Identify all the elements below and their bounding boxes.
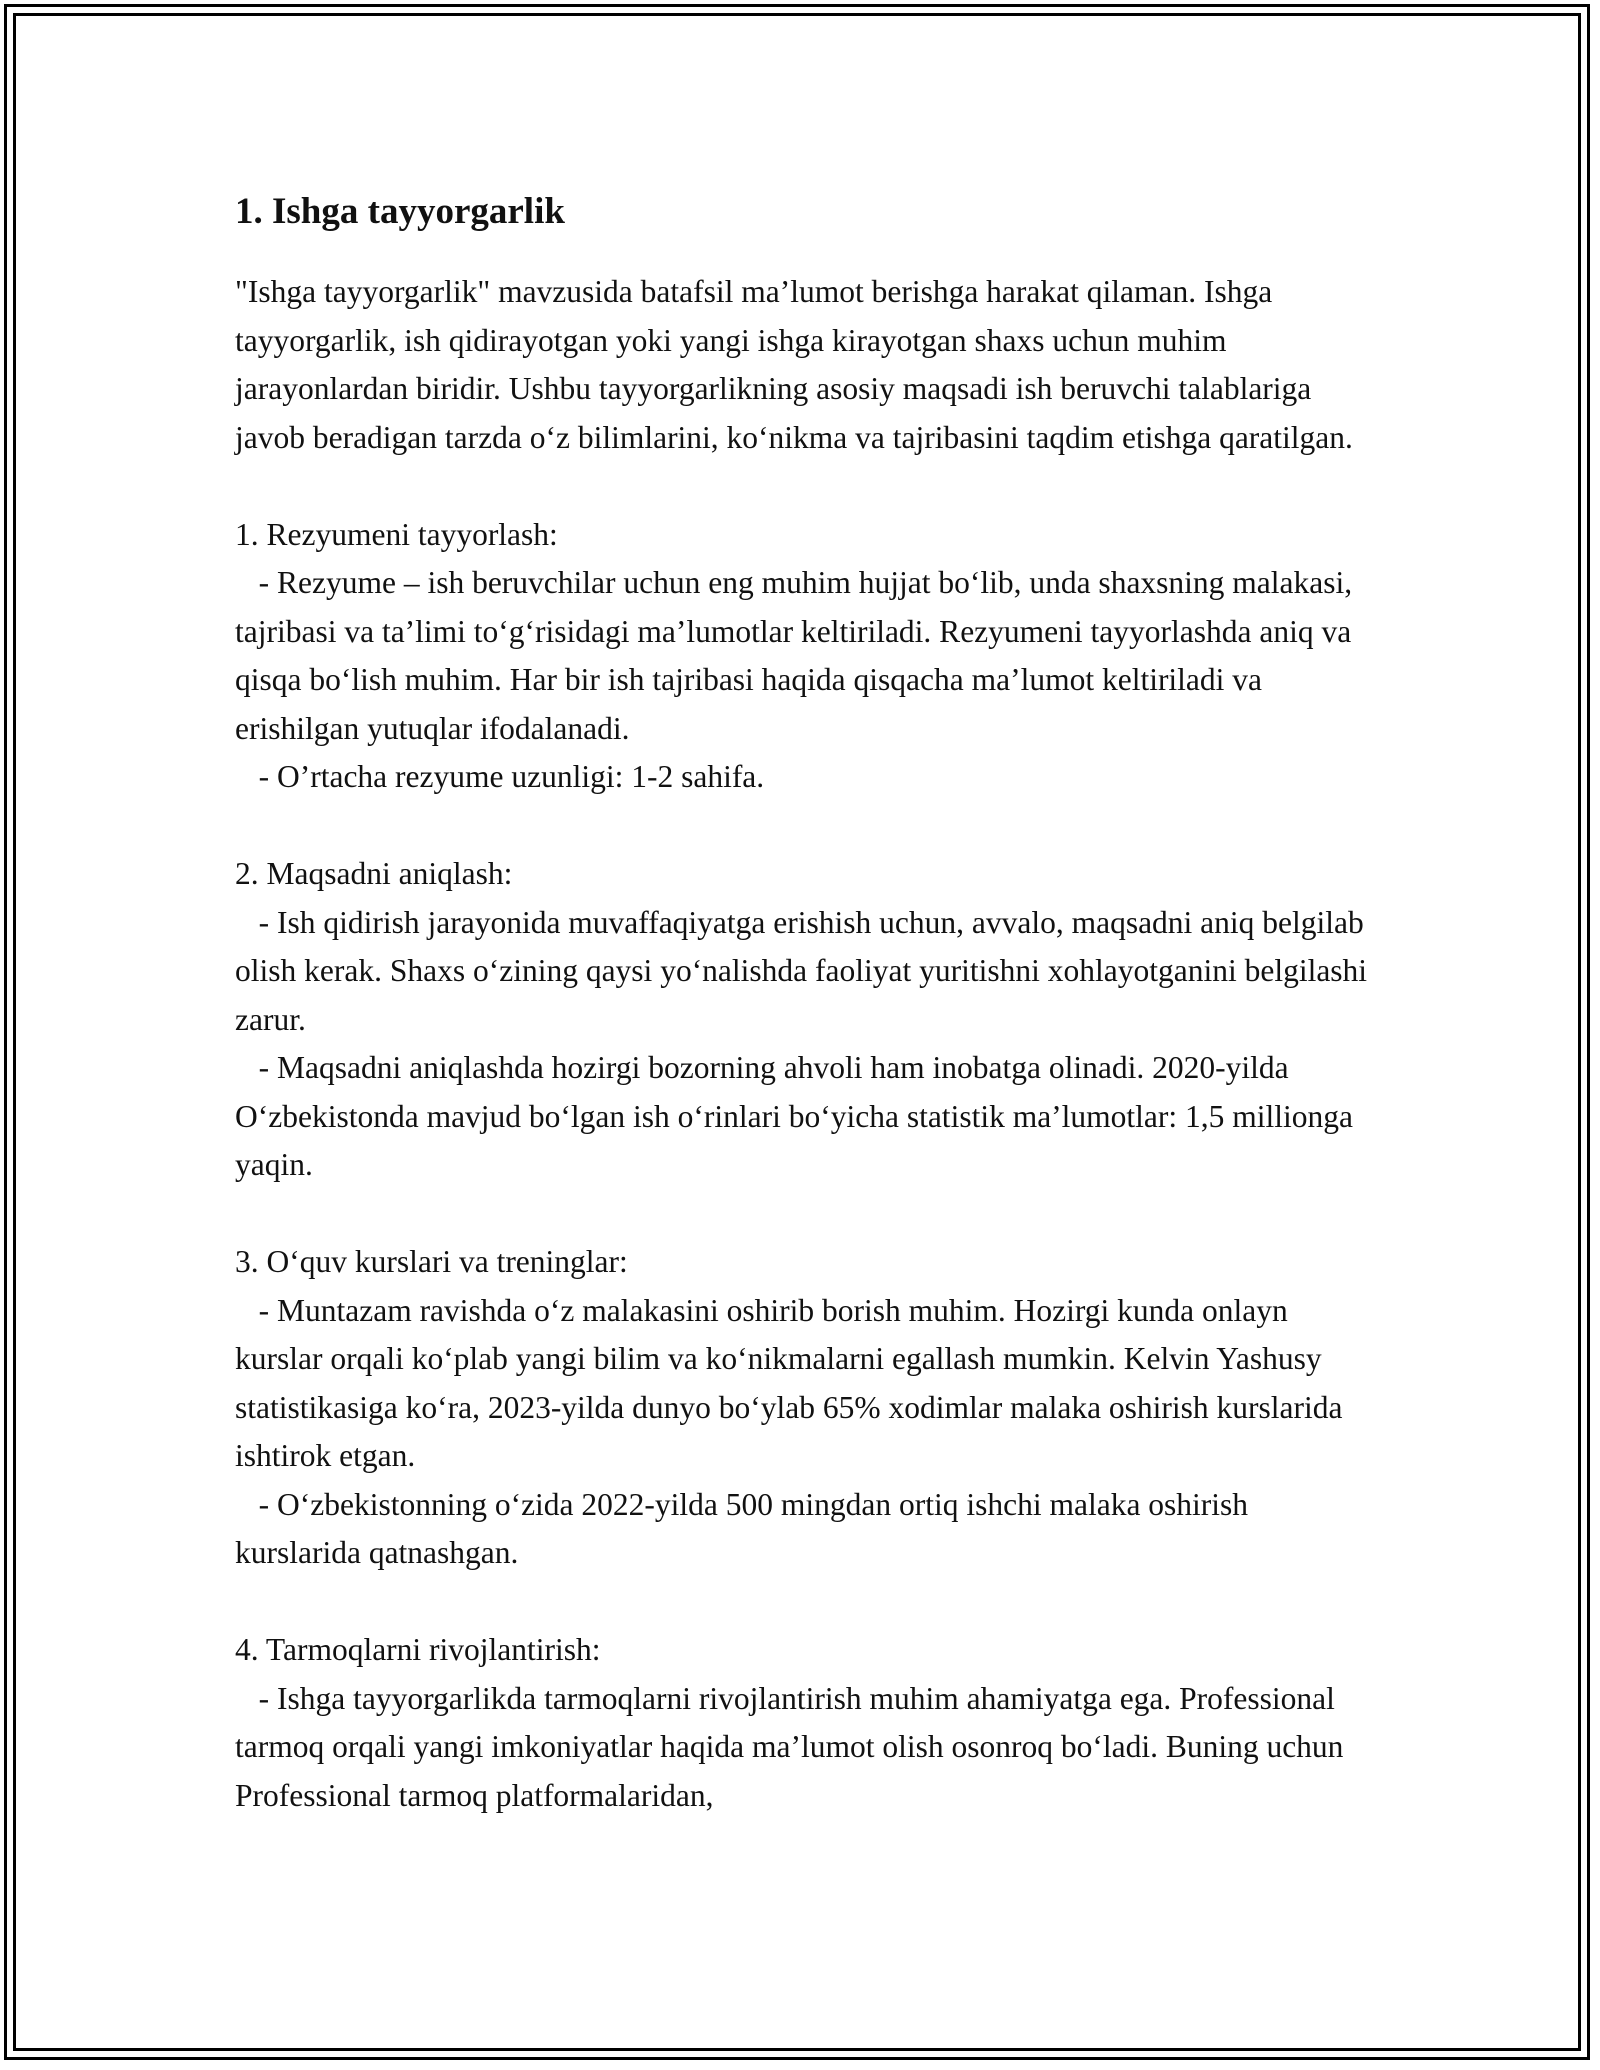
paragraph-gap	[235, 462, 1375, 511]
section-item: - Rezyume – ish beruvchilar uchun eng muhim hujjat bo‘lib, unda shaxsning malakasi, tajribasi va ta’limi to‘g‘risidagi ma’lumotlar keltiriladi. Rezyumeni tayyorlashda aniq va qisqa bo‘lish muhim. Har bir ish tajribasi haqida qisqacha ma’lumot keltiriladi va erishilgan yutuqlar ifodalanadi.	[235, 565, 1361, 746]
paragraph-gap	[235, 1190, 1375, 1239]
section-heading: 2. Maqsadni aniqlash:	[235, 856, 513, 891]
document-body	[235, 188, 1375, 1820]
paragraph-gap	[235, 1578, 1375, 1627]
section-heading: 1. Rezyumeni tayyorlash:	[235, 516, 558, 552]
section-item: - Maqsadni aniqlashda hozirgi bozorning ahvoli ham inobatga olinadi. 2020-yilda O‘zbekistonda mavjud bo‘lgan ish o‘rinlari bo‘yicha statistik ma’lumotlar: 1,5 millionga yaqin.	[235, 1050, 1361, 1182]
intro-paragraph: "Ishga tayyorgarlik" mavzusida batafsil ma’lumot berishga harakat qilaman. Ishga tayyorgarlik, ish qidirayotgan yoki yangi ishga kirayotgan shaxs uchun muhim jarayonlardan biridir. Ushbu tayyorgarlikning asosiy maqsadi ish beruvchi talablariga javob beradigan tarzda o‘z bilimlarini, ko‘nikma va tajribasini taqdim etishga qaratilgan.	[235, 274, 1353, 455]
document-title: 1. Ishga tayyorgarlik	[235, 191, 565, 232]
section-item: - Muntazam ravishda o‘z malakasini oshirib borish muhim. Hozirgi kunda onlayn kurslar orqali ko‘plab yangi bilim va ko‘nikmalarni egallash mumkin. Kelvin Yashusy statistikasiga ko‘ra, 2023-yilda dunyo bo‘ylab 65% xodimlar malaka oshirish kurslarida ishtirok etgan.	[235, 1292, 1351, 1473]
section-heading: 3. O‘quv kurslari va treninglar:	[235, 1244, 628, 1279]
section-item: - O’rtacha rezyume uzunligi: 1-2 sahifa.	[235, 759, 765, 794]
paragraph-gap	[235, 802, 1375, 851]
section-item: - Ishga tayyorgarlikda tarmoqlarni rivojlantirish muhim ahamiyatga ega. Professional tarmoq orqali yangi imkoniyatlar haqida ma’lumot olish osonroq bo‘ladi. Buning uchun Professional tarmoq platformalaridan,	[235, 1680, 1352, 1813]
section-item: - O‘zbekistonning o‘zida 2022-yilda 500 mingdan ortiq ishchi malaka oshirish kurslarida qatnashgan.	[235, 1486, 1256, 1570]
section-item: - Ish qidirish jarayonida muvaffaqiyatga erishish uchun, avvalo, maqsadni aniq belgilab olish kerak. Shaxs o‘zining qaysi yo‘nalishda faoliyat yuritishni xohlayotganini belgilashi zarur.	[235, 904, 1375, 1037]
section-heading: 4. Tarmoqlarni rivojlantirish:	[235, 1632, 601, 1667]
